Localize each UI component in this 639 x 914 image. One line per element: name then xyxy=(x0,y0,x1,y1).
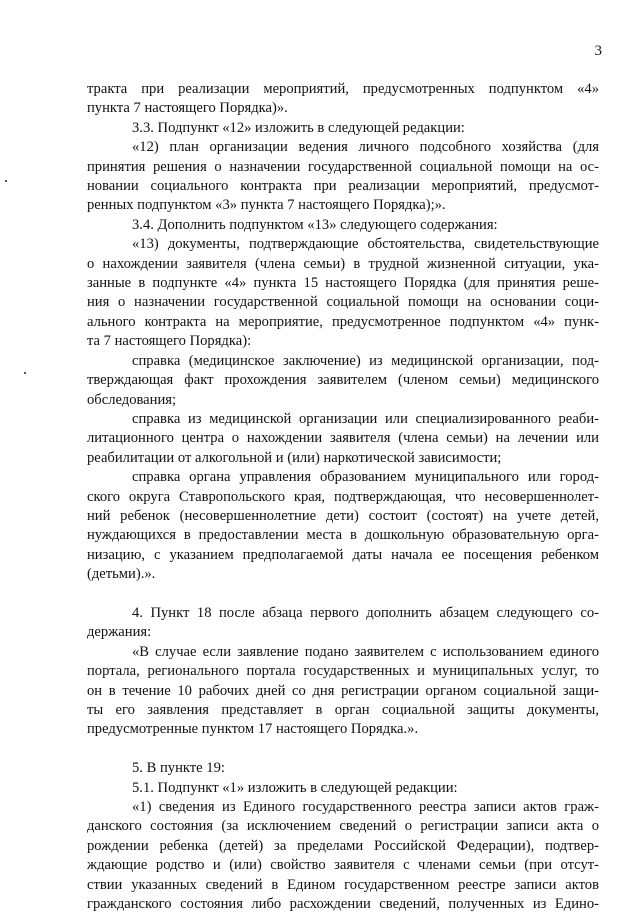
page-number: 3 xyxy=(594,43,602,59)
text-line: он в течение 10 рабочих дней со дня регистрации органом социальной защи- xyxy=(87,682,599,699)
text-line: (детьми).». xyxy=(87,566,156,583)
text-line: предусмотренные пунктом 17 настоящего Порядка.». xyxy=(87,721,419,738)
text-line: ждающие родство и (или) свойство заявителя с членами семьи (при отсут- xyxy=(87,857,599,874)
scan-mark xyxy=(24,372,26,374)
paragraph-gap xyxy=(87,740,599,759)
paragraph-gap xyxy=(87,585,599,604)
text-line: ты его заявления представляет в орган социальной защиты документы, xyxy=(87,701,599,718)
text-line: ского округа Ставропольского края, подтверждающая, что несовершеннолет- xyxy=(87,488,599,505)
text-line: ренных подпунктом «3» пункта 7 настоящего Порядка);». xyxy=(87,197,446,214)
text-line: реабилитации от алкогольной и (или) наркотической зависимости; xyxy=(87,449,502,466)
text-line: справка (медицинское заключение) из медицинской организации, под- xyxy=(132,352,599,369)
text-line: ального контракта на мероприятие, предусмотренное подпунктом «4» пунк- xyxy=(87,313,599,330)
text-line: нуждающихся в предоставлении места в дошкольную образовательную орга- xyxy=(87,527,599,544)
text-line: 5.1. Подпункт «1» изложить в следующей редакции: xyxy=(132,779,458,796)
text-line: держания: xyxy=(87,624,152,641)
text-line: ствии указанных сведений в Едином государственном реестре записи актов xyxy=(87,876,599,893)
text-line: пункта 7 настоящего Порядка)». xyxy=(87,100,288,117)
scan-mark xyxy=(5,180,7,182)
text-line: «В случае если заявление подано заявителем с использованием единого xyxy=(132,643,599,660)
text-line: тверждающая факт прохождения заявителем (членом семьи) медицинского xyxy=(87,372,599,389)
text-line: «13) документы, подтверждающие обстоятельства, свидетельствующие xyxy=(132,236,599,253)
document-body xyxy=(87,80,599,914)
text-line: данского состояния (за исключением сведений о регистрации записи акта о xyxy=(87,818,599,835)
text-line: «1) сведения из Единого государственного реестра записи актов граж- xyxy=(132,799,599,815)
text-line: портала, регионального портала государственных и муниципальных услуг, то xyxy=(87,663,599,680)
text-line: обследования; xyxy=(87,391,177,408)
text-line: занные в подпункте «4» пункта 15 настоящего Порядка (для принятия реше- xyxy=(87,275,599,292)
text-line: принятия решения о назначении государственной социальной помощи на ос- xyxy=(87,158,599,175)
text-line: низацию, с указанием предполагаемой даты начала ее посещения ребенком xyxy=(87,546,599,563)
text-line: о нахождении заявителя (члена семьи) в трудной жизненной ситуации, ука- xyxy=(87,255,599,272)
text-line: справка из медицинской организации или специализированного реаби- xyxy=(132,410,599,427)
text-line: рождении ребенка (детей) за пределами Российской Федерации), подтвер- xyxy=(87,837,599,854)
text-line: ния о назначении государственной социальной помощи на основании соци- xyxy=(87,294,599,311)
text-line: гражданского состояния либо расхождении сведений, полученных из Едино- xyxy=(87,896,599,913)
text-line: та 7 настоящего Порядка): xyxy=(87,333,252,350)
text-line: ний ребенок (несовершеннолетние дети) состоит (состоят) на учете детей, xyxy=(87,507,599,524)
text-line: справка органа управления образованием муниципального или город- xyxy=(132,469,599,486)
text-line: тракта при реализации мероприятий, предусмотренных подпунктом «4» xyxy=(87,81,599,97)
text-line: новании социального контракта при реализации мероприятий, предусмот- xyxy=(87,178,599,195)
text-line: литационного центра о нахождении заявителя (члена семьи) на лечении или xyxy=(87,430,599,447)
text-line: «12) план организации ведения личного подсобного хозяйства (для xyxy=(132,139,599,156)
text-line: 3.4. Дополнить подпунктом «13» следующего содержания: xyxy=(132,216,498,233)
text-line: 3.3. Подпункт «12» изложить в следующей редакции: xyxy=(132,119,465,136)
text-line: 5. В пункте 19: xyxy=(132,760,225,777)
text-line: 4. Пункт 18 после абзаца первого дополнить абзацем следующего со- xyxy=(132,604,599,621)
